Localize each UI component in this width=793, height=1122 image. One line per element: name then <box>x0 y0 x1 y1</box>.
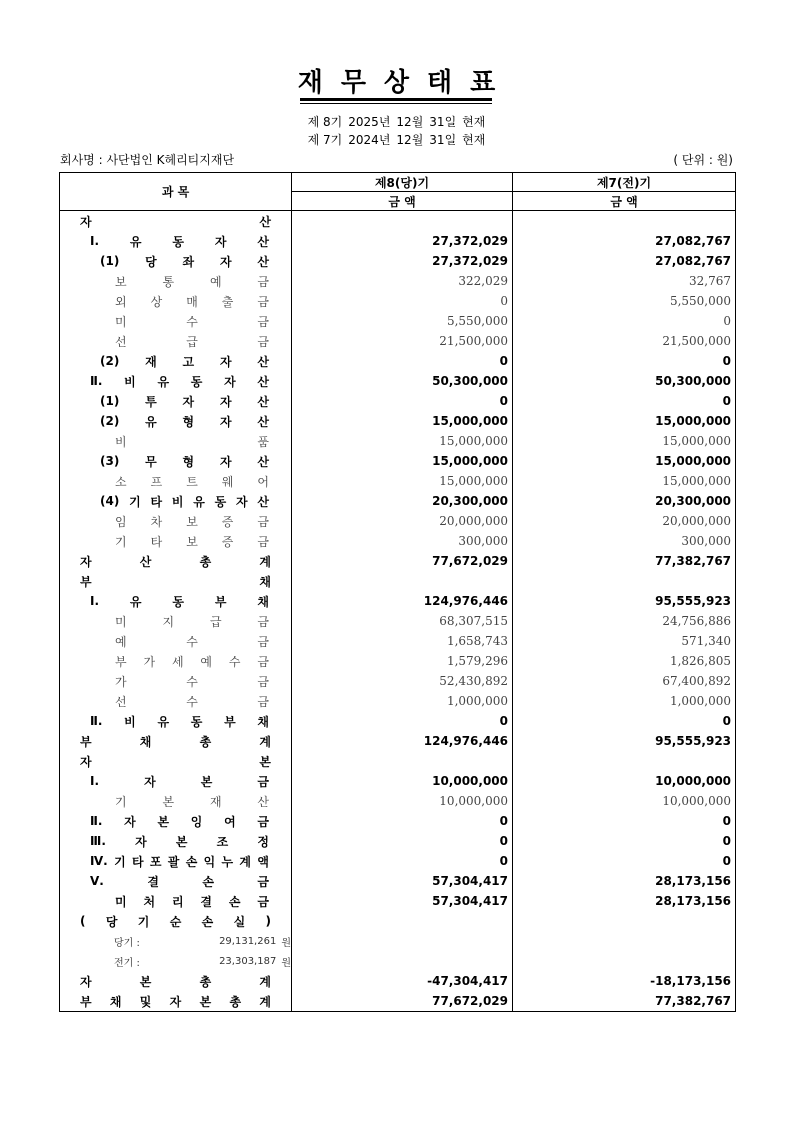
current-spacer <box>292 431 397 451</box>
row-label <box>60 291 292 311</box>
current-amount: 77,672,029 <box>397 551 513 571</box>
prior-amount: 10,000,000 <box>618 771 736 791</box>
row-label <box>60 271 292 291</box>
row-label-text: 선 급 금 <box>115 334 269 349</box>
prior-spacer <box>513 711 618 731</box>
current-amount: 124,976,446 <box>397 591 513 611</box>
prior-amount: 27,082,767 <box>618 251 736 271</box>
current-amount: 27,372,029 <box>397 251 513 271</box>
document-title: 재무상태표 <box>297 68 514 98</box>
table-row <box>60 791 736 811</box>
current-amount: 57,304,417 <box>397 891 513 911</box>
row-label <box>60 871 292 891</box>
table-row <box>60 891 736 911</box>
current-amount <box>397 911 513 931</box>
row-label <box>60 551 292 571</box>
table-row <box>60 651 736 671</box>
prior-spacer <box>513 671 618 691</box>
prior-spacer <box>513 951 618 971</box>
current-spacer <box>292 391 397 411</box>
row-label-text: 부 채 <box>80 574 271 589</box>
row-label <box>60 911 292 931</box>
row-label-text: 보 통 예 금 <box>115 274 269 289</box>
row-label <box>60 431 292 451</box>
row-label <box>60 751 292 771</box>
table-row <box>60 251 736 271</box>
current-spacer <box>292 231 397 251</box>
table-row <box>60 511 736 531</box>
current-spacer <box>292 631 397 651</box>
row-label-text: (4) 기 타 비 유 동 자 산 <box>100 494 269 509</box>
prior-spacer <box>513 771 618 791</box>
prior-spacer <box>513 631 618 651</box>
prior-amount: 77,382,767 <box>618 551 736 571</box>
current-amount: 21,500,000 <box>397 331 513 351</box>
table-row <box>60 731 736 751</box>
row-label <box>60 691 292 711</box>
table-row <box>60 571 736 591</box>
row-label-text: 자 산 <box>80 214 271 229</box>
row-label-text: Ⅱ. 비 유 동 자 산 <box>90 374 269 389</box>
current-spacer <box>292 811 397 831</box>
prior-spacer <box>513 931 618 951</box>
row-label <box>60 411 292 431</box>
row-label <box>60 951 292 971</box>
row-label <box>60 711 292 731</box>
table-row <box>60 991 736 1012</box>
prior-spacer <box>513 811 618 831</box>
prior-spacer <box>513 491 618 511</box>
table-row <box>60 411 736 431</box>
prior-spacer <box>513 891 618 911</box>
row-label <box>60 451 292 471</box>
row-label-text: (3) 무 형 자 산 <box>100 454 269 469</box>
current-spacer <box>292 911 397 931</box>
current-amount: 27,372,029 <box>397 231 513 251</box>
prior-amount: 10,000,000 <box>618 791 736 811</box>
header-prior-period: 제7(전)기 <box>513 173 736 192</box>
row-label <box>60 211 292 232</box>
row-label-text: 소 프 트 웨 어 <box>115 474 269 489</box>
current-amount <box>397 571 513 591</box>
prior-amount: 5,550,000 <box>618 291 736 311</box>
prior-amount: 571,340 <box>618 631 736 651</box>
current-amount: 0 <box>397 711 513 731</box>
prior-spacer <box>513 651 618 671</box>
current-amount: 20,000,000 <box>397 511 513 531</box>
table-row <box>60 691 736 711</box>
row-label-text: 미 처 리 결 손 금 <box>115 894 269 909</box>
note-label: 당기 : <box>114 937 140 949</box>
row-label-text: 미 지 급 금 <box>115 614 269 629</box>
unit-label: ( 단위 : 원) <box>673 153 733 167</box>
header-current-period: 제8(당)기 <box>292 173 513 192</box>
note-value: 23,303,187 <box>219 955 277 967</box>
row-label <box>60 391 292 411</box>
current-amount: 0 <box>397 351 513 371</box>
row-label-text: Ⅴ. 결 손 금 <box>90 874 269 889</box>
prior-spacer <box>513 971 618 991</box>
prior-spacer <box>513 511 618 531</box>
current-spacer <box>292 691 397 711</box>
current-amount: 10,000,000 <box>397 771 513 791</box>
title-underline-thick <box>300 98 492 101</box>
current-amount: 50,300,000 <box>397 371 513 391</box>
current-amount: 52,430,892 <box>397 671 513 691</box>
prior-amount: 1,826,805 <box>618 651 736 671</box>
current-spacer <box>292 651 397 671</box>
prior-spacer <box>513 251 618 271</box>
prior-spacer <box>513 291 618 311</box>
row-label <box>60 791 292 811</box>
prior-spacer <box>513 551 618 571</box>
prior-amount: 0 <box>618 711 736 731</box>
current-amount: 57,304,417 <box>397 871 513 891</box>
current-spacer <box>292 991 397 1012</box>
row-label <box>60 611 292 631</box>
current-spacer <box>292 471 397 491</box>
row-label-text: Ⅱ. 비 유 동 부 채 <box>90 714 269 729</box>
header-current-amount: 금 액 <box>292 192 513 211</box>
row-label-text: 자 산 총 계 <box>80 554 271 569</box>
table-row <box>60 531 736 551</box>
current-spacer <box>292 531 397 551</box>
current-spacer <box>292 671 397 691</box>
prior-spacer <box>513 431 618 451</box>
row-label-text: Ⅰ. 유 동 부 채 <box>90 594 269 609</box>
prior-amount: 0 <box>618 851 736 871</box>
table-row <box>60 951 736 971</box>
prior-amount: 15,000,000 <box>618 431 736 451</box>
prior-amount: 15,000,000 <box>618 451 736 471</box>
prior-amount: 0 <box>618 391 736 411</box>
current-spacer <box>292 371 397 391</box>
table-row <box>60 211 736 232</box>
current-amount: 0 <box>397 811 513 831</box>
prior-amount: 95,555,923 <box>618 731 736 751</box>
current-amount: 1,000,000 <box>397 691 513 711</box>
header-prior-amount: 금 액 <box>513 192 736 211</box>
row-label <box>60 471 292 491</box>
prior-amount <box>618 211 736 232</box>
row-label-text: 기 본 재 산 <box>115 794 269 809</box>
prior-amount: -18,173,156 <box>618 971 736 991</box>
current-amount: 20,300,000 <box>397 491 513 511</box>
current-amount: -47,304,417 <box>397 971 513 991</box>
table-row <box>60 311 736 331</box>
prior-spacer <box>513 791 618 811</box>
table-row <box>60 471 736 491</box>
prior-spacer <box>513 571 618 591</box>
row-label-text: 기 타 보 증 금 <box>115 534 269 549</box>
current-spacer <box>292 731 397 751</box>
prior-amount <box>618 911 736 931</box>
row-label-text: 부 채 및 자 본 총 계 <box>80 994 271 1009</box>
current-amount: 77,672,029 <box>397 991 513 1012</box>
prior-amount: 300,000 <box>618 531 736 551</box>
prior-spacer <box>513 911 618 931</box>
row-label <box>60 571 292 591</box>
prior-amount: 28,173,156 <box>618 871 736 891</box>
prior-amount: 1,000,000 <box>618 691 736 711</box>
current-spacer <box>292 211 397 232</box>
prior-spacer <box>513 691 618 711</box>
row-label-text: 부 채 총 계 <box>80 734 271 749</box>
table-row <box>60 631 736 651</box>
row-label-text: Ⅳ. 기 타 포 괄 손 익 누 계 액 <box>90 854 269 869</box>
row-label <box>60 971 292 991</box>
note-label: 전기 : <box>114 957 140 969</box>
prior-spacer <box>513 531 618 551</box>
table-row <box>60 451 736 471</box>
current-spacer <box>292 351 397 371</box>
row-label-text: 임 차 보 증 금 <box>115 514 269 529</box>
row-label-text: 선 수 금 <box>115 694 269 709</box>
prior-spacer <box>513 751 618 771</box>
period-line-current: 제 8기 2025년 12월 31일 현재 <box>307 115 486 129</box>
current-amount: 300,000 <box>397 531 513 551</box>
row-label-text: Ⅲ. 자 본 조 정 <box>90 834 269 849</box>
prior-amount: 95,555,923 <box>618 591 736 611</box>
prior-spacer <box>513 591 618 611</box>
row-label <box>60 491 292 511</box>
row-label <box>60 651 292 671</box>
prior-amount: 24,756,886 <box>618 611 736 631</box>
row-label <box>60 251 292 271</box>
current-spacer <box>292 871 397 891</box>
current-spacer <box>292 891 397 911</box>
current-spacer <box>292 791 397 811</box>
note-value: 29,131,261 <box>219 935 277 947</box>
prior-amount: 0 <box>618 811 736 831</box>
prior-amount <box>618 931 736 951</box>
row-label-text: 미 수 금 <box>115 314 269 329</box>
current-amount: 15,000,000 <box>397 411 513 431</box>
prior-amount: 20,300,000 <box>618 491 736 511</box>
row-label <box>60 331 292 351</box>
table-row <box>60 291 736 311</box>
row-label <box>60 231 292 251</box>
prior-amount: 67,400,892 <box>618 671 736 691</box>
prior-spacer <box>513 231 618 251</box>
header-account: 과 목 <box>60 173 292 211</box>
prior-spacer <box>513 991 618 1012</box>
table-row <box>60 831 736 851</box>
row-label <box>60 351 292 371</box>
row-label <box>60 511 292 531</box>
current-spacer <box>292 291 397 311</box>
table-row <box>60 711 736 731</box>
row-label <box>60 671 292 691</box>
current-spacer <box>292 451 397 471</box>
row-label <box>60 931 292 951</box>
current-amount <box>397 931 513 951</box>
prior-spacer <box>513 331 618 351</box>
current-spacer <box>292 711 397 731</box>
current-spacer <box>292 271 397 291</box>
note-unit: 원 <box>281 937 291 949</box>
prior-amount: 32,767 <box>618 271 736 291</box>
current-amount: 124,976,446 <box>397 731 513 751</box>
row-label <box>60 731 292 751</box>
row-label <box>60 531 292 551</box>
row-label-text: 예 수 금 <box>115 634 269 649</box>
row-label-text: ( 당 기 순 손 실 ) <box>80 914 271 929</box>
prior-spacer <box>513 611 618 631</box>
prior-amount: 0 <box>618 831 736 851</box>
row-label-text: 가 수 금 <box>115 674 269 689</box>
current-spacer <box>292 251 397 271</box>
row-label-text: Ⅱ. 자 본 잉 여 금 <box>90 814 269 829</box>
table-row <box>60 331 736 351</box>
row-label <box>60 991 292 1012</box>
current-spacer <box>292 951 397 971</box>
current-amount: 0 <box>397 831 513 851</box>
table-row <box>60 911 736 931</box>
row-label-text: 비 품 <box>115 434 269 449</box>
current-spacer <box>292 571 397 591</box>
balance-sheet-table <box>59 172 736 1012</box>
row-label <box>60 891 292 911</box>
row-label-text: Ⅰ. 자 본 금 <box>90 774 269 789</box>
current-spacer <box>292 551 397 571</box>
current-amount: 1,579,296 <box>397 651 513 671</box>
row-label <box>60 771 292 791</box>
current-amount: 15,000,000 <box>397 471 513 491</box>
row-label <box>60 811 292 831</box>
current-amount: 322,029 <box>397 271 513 291</box>
current-spacer <box>292 611 397 631</box>
prior-amount: 28,173,156 <box>618 891 736 911</box>
current-amount <box>397 751 513 771</box>
current-spacer <box>292 491 397 511</box>
current-amount: 68,307,515 <box>397 611 513 631</box>
row-label <box>60 311 292 331</box>
prior-amount <box>618 571 736 591</box>
current-spacer <box>292 931 397 951</box>
current-amount: 5,550,000 <box>397 311 513 331</box>
prior-spacer <box>513 871 618 891</box>
table-row <box>60 811 736 831</box>
row-label-text: (2) 유 형 자 산 <box>100 414 269 429</box>
prior-amount: 27,082,767 <box>618 231 736 251</box>
row-label <box>60 851 292 871</box>
period-line-prior: 제 7기 2024년 12월 31일 현재 <box>307 133 486 147</box>
current-spacer <box>292 751 397 771</box>
table-row <box>60 371 736 391</box>
table-row <box>60 771 736 791</box>
prior-spacer <box>513 851 618 871</box>
prior-amount: 77,382,767 <box>618 991 736 1012</box>
current-spacer <box>292 331 397 351</box>
table-row <box>60 751 736 771</box>
current-spacer <box>292 851 397 871</box>
table-row <box>60 431 736 451</box>
prior-amount <box>618 951 736 971</box>
table-row <box>60 871 736 891</box>
prior-spacer <box>513 731 618 751</box>
table-body <box>60 211 736 1012</box>
title-underline-thin <box>300 103 492 104</box>
row-label-text: (1) 당 좌 자 산 <box>100 254 269 269</box>
table-row <box>60 271 736 291</box>
current-spacer <box>292 591 397 611</box>
row-label <box>60 371 292 391</box>
prior-amount: 15,000,000 <box>618 411 736 431</box>
current-amount: 15,000,000 <box>397 451 513 471</box>
current-amount: 1,658,743 <box>397 631 513 651</box>
row-label-text: 자 본 <box>80 754 271 769</box>
row-label-text: 부 가 세 예 수 금 <box>115 654 269 669</box>
current-amount: 0 <box>397 391 513 411</box>
current-spacer <box>292 971 397 991</box>
row-label <box>60 591 292 611</box>
prior-amount: 0 <box>618 351 736 371</box>
row-label-text: 자 본 총 계 <box>80 974 271 989</box>
prior-spacer <box>513 471 618 491</box>
current-amount <box>397 211 513 232</box>
current-spacer <box>292 411 397 431</box>
prior-amount <box>618 751 736 771</box>
prior-spacer <box>513 391 618 411</box>
table-row <box>60 551 736 571</box>
note-unit: 원 <box>281 957 291 969</box>
current-amount <box>397 951 513 971</box>
prior-amount: 21,500,000 <box>618 331 736 351</box>
row-label-text: 외 상 매 출 금 <box>115 294 269 309</box>
table-row <box>60 231 736 251</box>
row-label-text: (1) 투 자 자 산 <box>100 394 269 409</box>
table-row <box>60 351 736 371</box>
prior-spacer <box>513 451 618 471</box>
row-label-text: (2) 재 고 자 산 <box>100 354 269 369</box>
prior-amount: 50,300,000 <box>618 371 736 391</box>
current-spacer <box>292 771 397 791</box>
prior-amount: 15,000,000 <box>618 471 736 491</box>
company-name: 회사명 : 사단법인 K헤리티지재단 <box>60 153 235 167</box>
row-label <box>60 631 292 651</box>
prior-spacer <box>513 351 618 371</box>
current-spacer <box>292 831 397 851</box>
prior-spacer <box>513 831 618 851</box>
table-row <box>60 391 736 411</box>
prior-spacer <box>513 311 618 331</box>
current-amount: 0 <box>397 851 513 871</box>
prior-spacer <box>513 371 618 391</box>
table-row <box>60 851 736 871</box>
row-label <box>60 831 292 851</box>
current-amount: 10,000,000 <box>397 791 513 811</box>
current-spacer <box>292 311 397 331</box>
current-amount: 15,000,000 <box>397 431 513 451</box>
table-row <box>60 931 736 951</box>
table-row <box>60 491 736 511</box>
table-row <box>60 671 736 691</box>
prior-amount: 20,000,000 <box>618 511 736 531</box>
row-label-text: Ⅰ. 유 동 자 산 <box>90 234 269 249</box>
table-row <box>60 611 736 631</box>
prior-spacer <box>513 211 618 232</box>
current-spacer <box>292 511 397 531</box>
table-row <box>60 971 736 991</box>
prior-spacer <box>513 271 618 291</box>
table-row <box>60 591 736 611</box>
current-amount: 0 <box>397 291 513 311</box>
prior-spacer <box>513 411 618 431</box>
prior-amount: 0 <box>618 311 736 331</box>
